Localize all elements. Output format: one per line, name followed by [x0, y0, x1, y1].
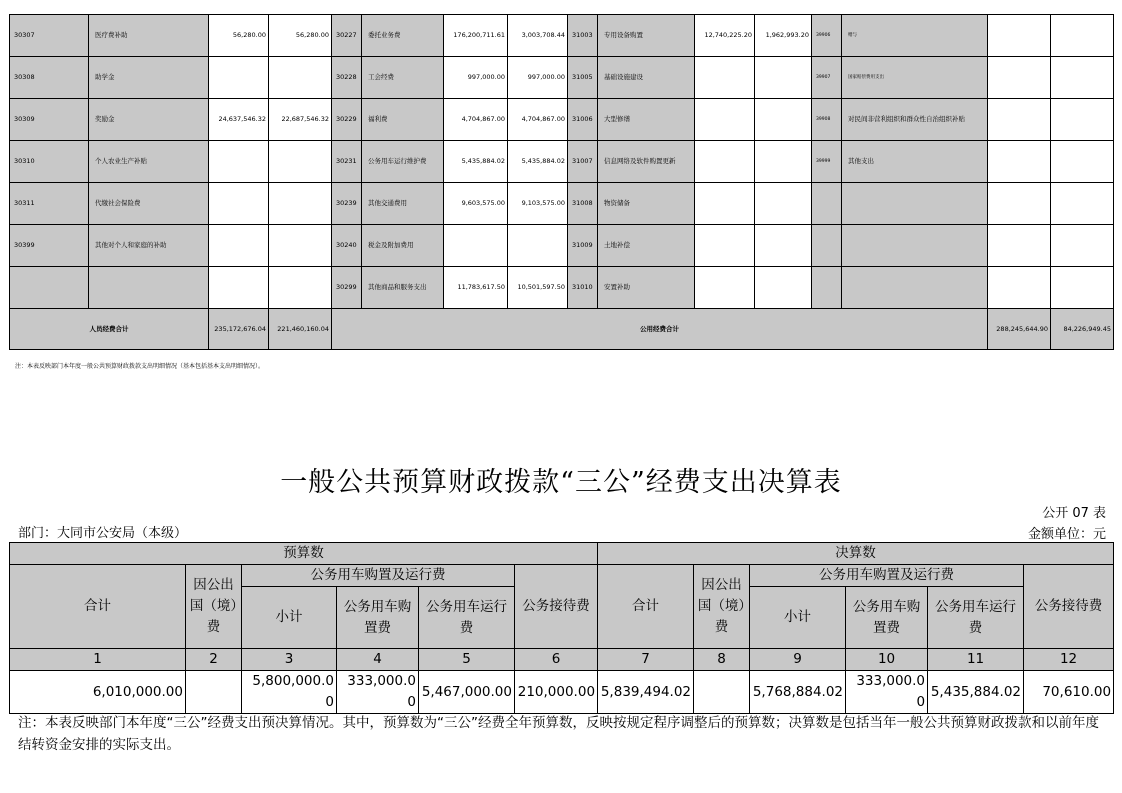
- final-reception-header: 公务接待费: [1024, 565, 1114, 649]
- final-abroad-value: [694, 671, 750, 714]
- row-value-w2: 5,435,884.02: [508, 141, 568, 183]
- row-value-v3: [695, 225, 755, 267]
- row-name-n1: 医疗费补助: [89, 15, 209, 57]
- row-name-n2: 其他商品和服务支出: [362, 267, 444, 309]
- budget-subtotal-header: 小计: [242, 587, 337, 649]
- department-label: 部门：大同市公安局（本级）: [18, 526, 188, 541]
- row-value-w1: [269, 183, 332, 225]
- personnel-total-label: 人员经费合计: [10, 309, 209, 350]
- row-name-n2: 福利费: [362, 99, 444, 141]
- row-code-c3: 31006: [568, 99, 598, 141]
- row-code-c3: 31010: [568, 267, 598, 309]
- row-name-n3: 大型修缮: [598, 99, 695, 141]
- row-value-w1: [269, 57, 332, 99]
- row-code-c3: 31005: [568, 57, 598, 99]
- row-value-v2: 11,783,617.50: [444, 267, 508, 309]
- row-value-v1: [209, 183, 269, 225]
- row-name-n2: 其他交通费用: [362, 183, 444, 225]
- row-code-c1: 30310: [10, 141, 89, 183]
- row-name-n4: [842, 267, 988, 309]
- column-number-row: [10, 649, 1114, 671]
- public-total-v1: 288,245,644.90: [988, 309, 1051, 350]
- final-vehicle-header: 公务用车购置及运行费: [750, 565, 1024, 587]
- row-code-c4: 39906: [812, 15, 842, 57]
- row-value-w2: 9,103,575.00: [508, 183, 568, 225]
- col-number: 1: [10, 649, 186, 671]
- row-value-w3: [755, 183, 812, 225]
- public-total-label: 公用经费合计: [332, 309, 988, 350]
- row-value-w2: [508, 225, 568, 267]
- row-value-v3: [695, 141, 755, 183]
- row-value-v4: [988, 225, 1051, 267]
- row-name-n2: 工会经费: [362, 57, 444, 99]
- personnel-total-v2: 221,460,160.04: [269, 309, 332, 350]
- final-operation-value: 5,435,884.02: [928, 671, 1024, 714]
- table-row: [10, 99, 1114, 141]
- col-number: 3: [242, 649, 337, 671]
- row-value-w4: [1051, 141, 1114, 183]
- col-number: 5: [419, 649, 515, 671]
- row-value-w3: 1,962,993.20: [755, 15, 812, 57]
- budget-reception-header: 公务接待费: [515, 565, 598, 649]
- row-value-w2: 10,501,597.50: [508, 267, 568, 309]
- row-value-v3: [695, 57, 755, 99]
- row-code-c1: 30311: [10, 183, 89, 225]
- table-row: [10, 57, 1114, 99]
- row-code-c3: 31007: [568, 141, 598, 183]
- row-name-n4: 赠与: [842, 15, 988, 57]
- page-title: 一般公共预算财政拨款“三公”经费支出决算表: [280, 467, 842, 498]
- header-row-1: [10, 565, 1114, 587]
- group-header-row: [10, 543, 1114, 565]
- final-reception-value: 70,610.00: [1024, 671, 1114, 714]
- row-value-w2: 3,003,708.44: [508, 15, 568, 57]
- col-number: 8: [694, 649, 750, 671]
- row-value-w3: [755, 99, 812, 141]
- col-number: 6: [515, 649, 598, 671]
- upper-detail-table: [9, 14, 1114, 350]
- budget-total-value: 6,010,000.00: [10, 671, 186, 714]
- row-name-n4: 其他支出: [842, 141, 988, 183]
- row-code-c2: 30299: [332, 267, 362, 309]
- row-name-n2: 委托业务费: [362, 15, 444, 57]
- row-name-n1: [89, 267, 209, 309]
- col-number: 9: [750, 649, 846, 671]
- row-value-v1: [209, 57, 269, 99]
- personnel-total-v1: 235,172,676.04: [209, 309, 269, 350]
- row-value-w4: [1051, 267, 1114, 309]
- row-name-n2: 税金及附加费用: [362, 225, 444, 267]
- row-value-w4: [1051, 15, 1114, 57]
- row-value-v3: [695, 267, 755, 309]
- budget-total-header: 合计: [10, 565, 186, 649]
- row-name-n2: 公务用车运行维护费: [362, 141, 444, 183]
- row-value-v1: 24,637,546.32: [209, 99, 269, 141]
- row-name-n3: 信息网络及软件购置更新: [598, 141, 695, 183]
- unit-label: 金额单位：元: [1027, 527, 1106, 542]
- row-code-c4: [812, 267, 842, 309]
- row-value-v3: 12,740,225.20: [695, 15, 755, 57]
- row-code-c3: 31009: [568, 225, 598, 267]
- budget-operation-value: 5,467,000.00: [419, 671, 515, 714]
- row-name-n4: [842, 183, 988, 225]
- final-total-value: 5,839,494.02: [598, 671, 694, 714]
- final-abroad-header: 因公出国（境）费: [694, 565, 750, 649]
- row-value-v4: [988, 141, 1051, 183]
- upper-total-row: [10, 309, 1114, 350]
- col-number: 11: [928, 649, 1024, 671]
- row-value-v4: [988, 99, 1051, 141]
- row-code-c2: 30228: [332, 57, 362, 99]
- three-public-expense-table: [9, 542, 1114, 714]
- row-value-w4: [1051, 183, 1114, 225]
- final-purchase-value: 333,000.00: [846, 671, 928, 714]
- row-code-c4: 39999: [812, 141, 842, 183]
- row-name-n3: 安置补助: [598, 267, 695, 309]
- upper-note: 注：本表反映部门本年度一般公共预算财政拨款支出明细情况（基本包括基本支出明细情况）。: [15, 363, 265, 370]
- row-code-c1: 30307: [10, 15, 89, 57]
- row-value-v1: [209, 267, 269, 309]
- table-number: 公开 07 表: [1042, 506, 1106, 521]
- row-name-n4: 国家赔偿费用支出: [842, 57, 988, 99]
- row-value-w1: 56,280.00: [269, 15, 332, 57]
- row-code-c4: [812, 225, 842, 267]
- row-name-n4: 对民间非营利组织和群众性自治组织补贴: [842, 99, 988, 141]
- row-value-w1: 22,687,546.32: [269, 99, 332, 141]
- row-name-n3: 物资储备: [598, 183, 695, 225]
- row-value-v4: [988, 57, 1051, 99]
- row-name-n1: 助学金: [89, 57, 209, 99]
- row-name-n1: 奖励金: [89, 99, 209, 141]
- row-value-w4: [1051, 225, 1114, 267]
- row-name-n3: 土地补偿: [598, 225, 695, 267]
- row-name-n1: 其他对个人和家庭的补助: [89, 225, 209, 267]
- budget-abroad-header: 因公出国（境）费: [186, 565, 242, 649]
- row-value-w3: [755, 225, 812, 267]
- row-value-w3: [755, 57, 812, 99]
- row-value-v2: 9,603,575.00: [444, 183, 508, 225]
- row-value-v1: [209, 225, 269, 267]
- table-row: [10, 141, 1114, 183]
- table-row: [10, 225, 1114, 267]
- row-value-v2: 176,200,711.61: [444, 15, 508, 57]
- row-code-c1: 30308: [10, 57, 89, 99]
- row-value-w1: [269, 141, 332, 183]
- budget-subtotal-value: 5,800,000.00: [242, 671, 337, 714]
- row-code-c4: 39908: [812, 99, 842, 141]
- col-number: 2: [186, 649, 242, 671]
- public-total-v2: 84,226,949.45: [1051, 309, 1114, 350]
- budget-reception-value: 210,000.00: [515, 671, 598, 714]
- col-number: 12: [1024, 649, 1114, 671]
- col-number: 4: [337, 649, 419, 671]
- budget-purchase-value: 333,000.00: [337, 671, 419, 714]
- row-value-v4: [988, 267, 1051, 309]
- row-name-n1: 个人农业生产补贴: [89, 141, 209, 183]
- row-code-c4: [812, 183, 842, 225]
- row-name-n4: [842, 225, 988, 267]
- row-value-w3: [755, 267, 812, 309]
- budget-abroad-value: [186, 671, 242, 714]
- row-code-c2: 30229: [332, 99, 362, 141]
- row-value-v2: 4,704,867.00: [444, 99, 508, 141]
- final-group-header: 决算数: [598, 543, 1114, 565]
- row-code-c2: 30239: [332, 183, 362, 225]
- row-value-w3: [755, 141, 812, 183]
- row-value-v2: 997,000.00: [444, 57, 508, 99]
- row-code-c4: 39907: [812, 57, 842, 99]
- row-name-n3: 基础设施建设: [598, 57, 695, 99]
- values-row: [10, 671, 1114, 714]
- budget-purchase-header: 公务用车购置费: [337, 587, 419, 649]
- row-value-w2: 997,000.00: [508, 57, 568, 99]
- budget-group-header: 预算数: [10, 543, 598, 565]
- table-row: [10, 15, 1114, 57]
- row-code-c2: 30231: [332, 141, 362, 183]
- col-number: 10: [846, 649, 928, 671]
- row-value-w4: [1051, 99, 1114, 141]
- row-code-c3: 31003: [568, 15, 598, 57]
- row-value-v2: 5,435,884.02: [444, 141, 508, 183]
- col-number: 7: [598, 649, 694, 671]
- final-operation-header: 公务用车运行费: [928, 587, 1024, 649]
- row-code-c1: 30399: [10, 225, 89, 267]
- row-value-w1: [269, 225, 332, 267]
- table-row: [10, 267, 1114, 309]
- row-code-c1: 30309: [10, 99, 89, 141]
- final-subtotal-header: 小计: [750, 587, 846, 649]
- row-name-n3: 专用设备购置: [598, 15, 695, 57]
- row-value-v4: [988, 15, 1051, 57]
- row-value-v3: [695, 99, 755, 141]
- table-row: [10, 183, 1114, 225]
- budget-operation-header: 公务用车运行费: [419, 587, 515, 649]
- final-subtotal-value: 5,768,884.02: [750, 671, 846, 714]
- row-value-w4: [1051, 57, 1114, 99]
- row-value-v1: [209, 141, 269, 183]
- final-total-header: 合计: [598, 565, 694, 649]
- row-value-v4: [988, 183, 1051, 225]
- bottom-note: 注：本表反映部门本年度“三公”经费支出预决算情况。其中，预算数为“三公”经费全年预算数，反映按规定程序调整后的预算数；决算数是包括当年一般公共预算财政拨款和以前年度结转资金安排的实际支出。: [18, 715, 1099, 753]
- row-code-c3: 31008: [568, 183, 598, 225]
- row-code-c1: [10, 267, 89, 309]
- row-value-v2: [444, 225, 508, 267]
- row-value-w1: [269, 267, 332, 309]
- budget-vehicle-header: 公务用车购置及运行费: [242, 565, 515, 587]
- row-code-c2: 30227: [332, 15, 362, 57]
- row-name-n1: 代缴社会保险费: [89, 183, 209, 225]
- final-purchase-header: 公务用车购置费: [846, 587, 928, 649]
- row-code-c2: 30240: [332, 225, 362, 267]
- row-value-v3: [695, 183, 755, 225]
- row-value-w2: 4,704,867.00: [508, 99, 568, 141]
- row-value-v1: 56,280.00: [209, 15, 269, 57]
